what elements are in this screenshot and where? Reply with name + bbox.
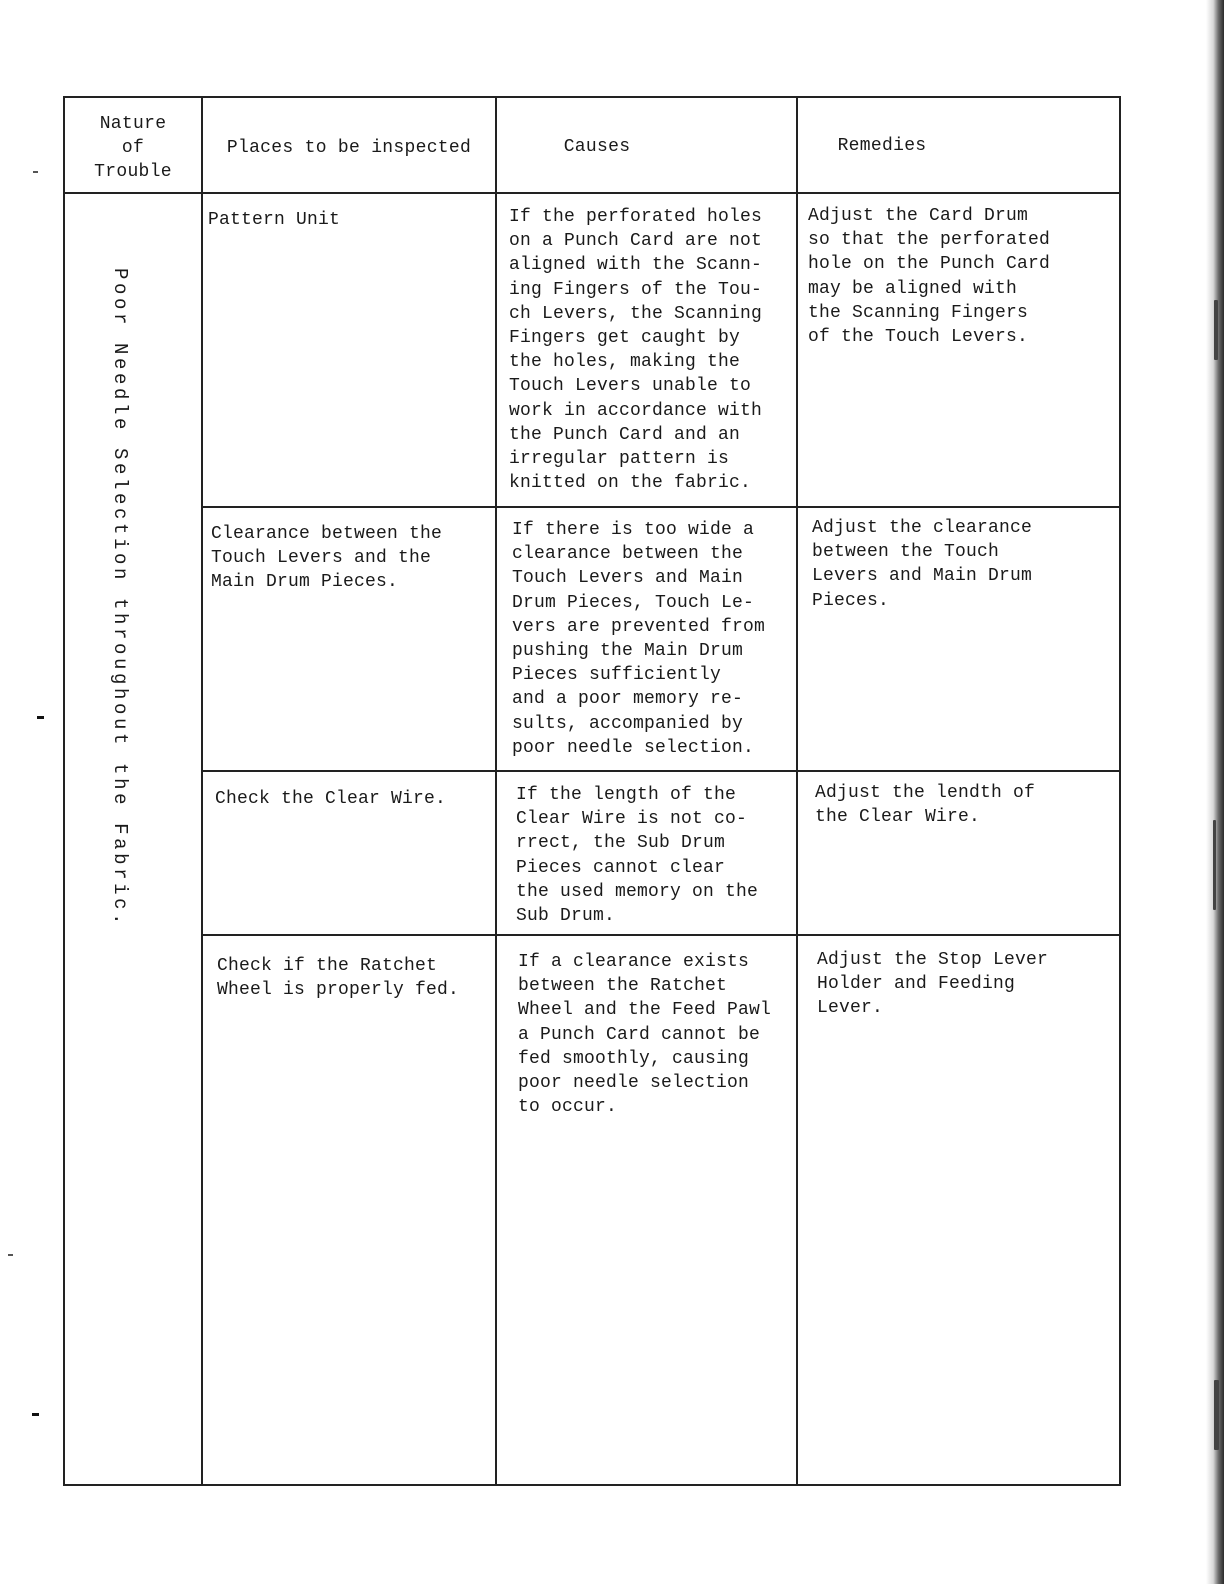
margin-mark [37,716,44,719]
row-1-cause: If the perforated holes on a Punch Card are not aligned with the Scann- ing Fingers of the Tou- ch Levers, the Scanning Fingers get caught by the holes, making the Touch Levers unable to work in accordance with the Punch Card and an irregular pattern is knitted on the fabric. [509,207,763,494]
scan-edge [1206,0,1224,1584]
column-divider [796,98,798,1484]
row-2-place: Clearance between the Touch Levers and the Main Drum Pieces. [211,524,443,593]
margin-mark [33,171,38,173]
scan-speck [1214,1380,1219,1450]
row-3-cause: If the length of the Clear Wire is not co- rrect, the Sub Drum Pieces cannot clear the used memory on the Sub Drum. [516,785,759,927]
row-1-remedy: Adjust the Card Drum so that the perforated hole on the Punch Card may be aligned with the Scanning Fingers of the Touch Levers. [808,206,1051,348]
margin-mark [32,1413,39,1416]
nature-of-trouble-label: Poor Needle Selection throughout the Fabric. [109,268,131,929]
troubleshooting-table [63,96,1121,1486]
header-places-to-be-inspected: Places to be inspected [226,138,472,158]
header-nature-of-trouble: Nature of Trouble [94,114,172,182]
row-divider [203,934,1119,936]
row-4-cause: If a clearance exists between the Ratchet Wheel and the Feed Pawl a Punch Card cannot be fed smoothly, causing poor needle selection to occur. [518,952,772,1118]
row-2-cause: If there is too wide a clearance between the Touch Levers and Main Drum Pieces, Touch Le- vers are prevented from pushing the Main Drum Pieces sufficiently and a poor memory re- sults, accompanied by poor needle selection. [512,520,766,758]
header-divider [65,192,1119,194]
header-remedies: Remedies [837,136,927,156]
scan-speck [1213,820,1216,910]
row-divider [203,506,1119,508]
scan-speck [1214,300,1218,360]
row-4-remedy: Adjust the Stop Lever Holder and Feeding Lever. [817,950,1049,1019]
row-3-remedy: Adjust the lendth of the Clear Wire. [815,783,1036,828]
row-4-place: Check if the Ratchet Wheel is properly fed. [217,956,460,1001]
column-divider [201,98,203,1484]
row-3-place: Check the Clear Wire. [215,789,447,809]
header-causes: Causes [563,137,631,157]
margin-mark [8,1254,13,1256]
row-2-remedy: Adjust the clearance between the Touch Levers and Main Drum Pieces. [812,518,1033,611]
row-divider [203,770,1119,772]
row-1-place: Pattern Unit [208,210,341,230]
column-divider [495,98,497,1484]
